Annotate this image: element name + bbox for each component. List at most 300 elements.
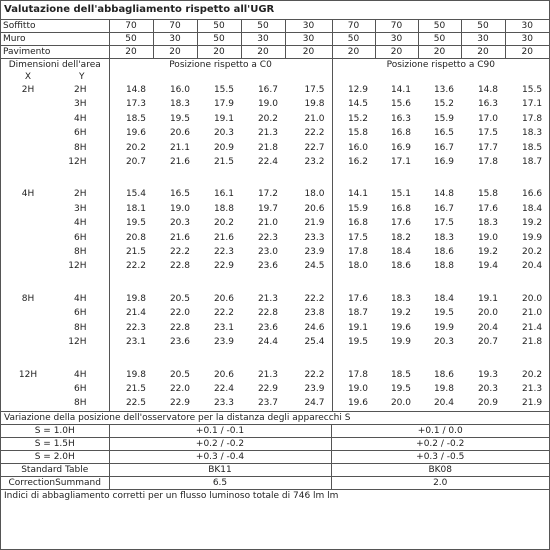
table-row bbox=[1, 97, 549, 111]
y-dimension: 2H bbox=[55, 83, 109, 97]
ugr-c0-value: 21.6 bbox=[169, 157, 190, 168]
ugr-c0-value: 22.9 bbox=[169, 398, 190, 409]
reflectance-value: 70 bbox=[109, 20, 153, 33]
ugr-c0-value: 22.9 bbox=[213, 261, 234, 272]
ugr-c0-value: 22.3 bbox=[213, 247, 234, 258]
table-row bbox=[1, 83, 549, 97]
ugr-c0-value: 20.6 bbox=[285, 202, 332, 216]
table-row bbox=[1, 155, 549, 169]
x-label: X bbox=[24, 72, 32, 82]
spacing-label: S = 1.0H bbox=[1, 425, 109, 438]
ugr-c0-value: 20.2 bbox=[257, 113, 278, 124]
ugr-c0-value: 19.8 bbox=[285, 97, 332, 111]
ugr-data-table bbox=[1, 59, 549, 411]
reflectance-value: 50 bbox=[418, 20, 461, 33]
ugr-c90-value: 19.5 bbox=[347, 337, 368, 348]
ugr-c90-value: 17.1 bbox=[390, 157, 411, 168]
ugr-c0-value: 19.7 bbox=[257, 203, 278, 214]
y-dimension: 4H bbox=[55, 112, 109, 126]
ugr-c0-value: 23.9 bbox=[213, 337, 234, 348]
ugr-c90-value: 18.6 bbox=[390, 261, 411, 272]
variation-c90: +0.1 / 0.0 bbox=[331, 425, 549, 438]
reflectance-value: 30 bbox=[285, 20, 332, 33]
ugr-c90-value: 20.9 bbox=[477, 398, 498, 409]
y-dimension: 6H bbox=[55, 126, 109, 140]
ugr-c90-value: 17.6 bbox=[347, 293, 368, 304]
xy-header-row bbox=[1, 71, 549, 83]
ugr-c90-value: 19.0 bbox=[347, 383, 368, 394]
table-row bbox=[1, 292, 549, 306]
ugr-c0-value: 22.0 bbox=[169, 383, 190, 394]
ugr-c0-value: 22.2 bbox=[169, 247, 190, 258]
ugr-c90-value: 20.7 bbox=[477, 337, 498, 348]
ugr-c90-value: 17.8 bbox=[347, 247, 368, 258]
ugr-c90-value: 18.4 bbox=[390, 247, 411, 258]
ugr-c0-value: 16.0 bbox=[169, 85, 190, 95]
ugr-c0-value: 23.3 bbox=[285, 231, 332, 245]
x-dimension bbox=[1, 202, 55, 216]
ugr-c0-value: 22.8 bbox=[169, 261, 190, 272]
table-row bbox=[1, 126, 549, 140]
table-row bbox=[1, 216, 549, 230]
ugr-c90-value: 14.5 bbox=[347, 99, 368, 110]
y-dimension: 6H bbox=[55, 306, 109, 320]
ugr-c90-value: 16.3 bbox=[390, 113, 411, 124]
reflectance-value: 50 bbox=[197, 33, 241, 46]
table-row bbox=[1, 245, 549, 259]
ugr-c0-value: 22.8 bbox=[169, 322, 190, 333]
variation-row bbox=[1, 437, 549, 450]
ugr-c90-value: 16.0 bbox=[347, 142, 368, 153]
ugr-c90-value: 19.2 bbox=[522, 218, 543, 229]
ugr-c90-value: 16.9 bbox=[390, 142, 411, 153]
ugr-c0-value: 19.8 bbox=[125, 293, 146, 304]
correction-row-c90: 2.0 bbox=[331, 476, 549, 489]
ugr-c90-value: 19.6 bbox=[390, 322, 411, 333]
ugr-c90-value: 16.5 bbox=[433, 128, 454, 139]
reflectance-value: 30 bbox=[461, 33, 505, 46]
reflectance-value: 50 bbox=[197, 20, 241, 33]
dimension-header-row bbox=[1, 59, 549, 71]
surface-row bbox=[1, 33, 549, 46]
standard-table-row-c0: BK11 bbox=[109, 463, 331, 476]
ugr-c0-value: 19.0 bbox=[257, 99, 278, 110]
ugr-c0-value: 20.2 bbox=[125, 142, 146, 153]
table-row bbox=[1, 382, 549, 396]
ugr-c0-value: 23.6 bbox=[257, 322, 278, 333]
ugr-c0-value: 22.4 bbox=[257, 157, 278, 168]
x-dimension bbox=[1, 259, 55, 273]
ugr-c90-value: 16.8 bbox=[390, 203, 411, 214]
correction-row-c0: 6.5 bbox=[109, 476, 331, 489]
ugr-c0-value: 24.6 bbox=[285, 321, 332, 335]
ugr-c90-value: 14.1 bbox=[390, 85, 411, 95]
table-row bbox=[1, 141, 549, 155]
ugr-c0-value: 22.9 bbox=[257, 383, 278, 394]
spacing-label: S = 2.0H bbox=[1, 450, 109, 463]
ugr-c0-value: 19.5 bbox=[169, 113, 190, 124]
ugr-c90-value: 18.4 bbox=[522, 203, 543, 214]
ugr-c90-value: 17.5 bbox=[433, 218, 454, 229]
reflectance-value: 20 bbox=[505, 46, 549, 59]
variation-c90: +0.2 / -0.2 bbox=[331, 437, 549, 450]
ugr-c90-value: 15.5 bbox=[522, 85, 543, 95]
ugr-c0-value: 21.6 bbox=[213, 232, 234, 243]
ugr-c0-value: 22.3 bbox=[125, 322, 146, 333]
ugr-c0-value: 19.6 bbox=[125, 128, 146, 139]
table-row bbox=[1, 306, 549, 320]
ugr-c90-value: 20.2 bbox=[522, 247, 543, 258]
ugr-c0-value: 20.8 bbox=[125, 232, 146, 243]
ugr-c0-value: 21.0 bbox=[285, 112, 332, 126]
y-dimension: 4H bbox=[55, 292, 109, 306]
reflectance-value: 50 bbox=[241, 20, 285, 33]
ugr-c90-value: 17.6 bbox=[477, 203, 498, 214]
reflectance-value: 20 bbox=[153, 46, 197, 59]
ugr-c90-value: 21.8 bbox=[522, 337, 543, 348]
ugr-c0-value: 21.5 bbox=[125, 247, 146, 258]
ugr-c90-value: 17.5 bbox=[477, 128, 498, 139]
y-dimension: 4H bbox=[55, 216, 109, 230]
ugr-c0-value: 23.9 bbox=[285, 245, 332, 259]
table-row bbox=[1, 259, 549, 273]
x-dimension bbox=[1, 216, 55, 230]
ugr-c0-value: 21.5 bbox=[125, 383, 146, 394]
ugr-c0-value: 22.4 bbox=[213, 383, 234, 394]
ugr-c90-value: 14.1 bbox=[347, 189, 368, 200]
surface-header-table bbox=[1, 20, 549, 59]
x-dimension: 8H bbox=[21, 293, 35, 304]
y-dimension: 4H bbox=[55, 368, 109, 382]
x-dimension bbox=[1, 126, 55, 140]
group-gap bbox=[1, 274, 549, 292]
ugr-c90-value: 21.0 bbox=[522, 308, 543, 319]
ugr-c0-value: 21.9 bbox=[285, 216, 332, 230]
ugr-c0-value: 21.3 bbox=[257, 128, 278, 139]
ugr-c0-value: 19.0 bbox=[169, 203, 190, 214]
ugr-c90-value: 18.4 bbox=[433, 293, 454, 304]
reflectance-value: 20 bbox=[332, 46, 375, 59]
ugr-c90-value: 20.0 bbox=[390, 398, 411, 409]
x-dimension: 4H bbox=[21, 189, 35, 200]
ugr-c0-value: 22.2 bbox=[285, 368, 332, 382]
reflectance-value: 30 bbox=[285, 33, 332, 46]
ugr-c0-value: 25.4 bbox=[285, 335, 332, 349]
ugr-c90-value: 20.4 bbox=[477, 322, 498, 333]
ugr-c90-value: 21.4 bbox=[522, 322, 543, 333]
ugr-c0-value: 23.2 bbox=[285, 155, 332, 169]
ugr-c90-value: 14.8 bbox=[433, 189, 454, 200]
ugr-c0-value: 24.4 bbox=[257, 337, 278, 348]
ugr-c90-value: 18.3 bbox=[522, 128, 543, 139]
ugr-c90-value: 20.3 bbox=[477, 383, 498, 394]
reflectance-value: 20 bbox=[418, 46, 461, 59]
x-dimension bbox=[1, 231, 55, 245]
ugr-c0-value: 20.9 bbox=[213, 142, 234, 153]
ugr-c0-value: 20.2 bbox=[213, 218, 234, 229]
ugr-c0-value: 23.3 bbox=[213, 398, 234, 409]
y-dimension: 3H bbox=[55, 202, 109, 216]
table-row bbox=[1, 231, 549, 245]
group-gap bbox=[1, 169, 549, 187]
y-dimension: 12H bbox=[55, 155, 109, 169]
ugr-c90-value: 16.8 bbox=[347, 218, 368, 229]
y-dimension: 2H bbox=[55, 187, 109, 201]
spacing-label: S = 1.5H bbox=[1, 437, 109, 450]
ugr-c90-value: 13.6 bbox=[433, 85, 454, 95]
variation-c0: +0.3 / -0.4 bbox=[109, 450, 331, 463]
ugr-c0-value: 14.8 bbox=[125, 85, 146, 95]
y-dimension: 12H bbox=[55, 335, 109, 349]
reflectance-value: 30 bbox=[241, 33, 285, 46]
x-dimension bbox=[1, 97, 55, 111]
ugr-c0-value: 18.3 bbox=[169, 99, 190, 110]
variation-row bbox=[1, 450, 549, 463]
ugr-c90-value: 17.1 bbox=[522, 99, 543, 110]
correction-row bbox=[1, 476, 549, 489]
standard-table-row bbox=[1, 463, 549, 476]
reflectance-value: 30 bbox=[505, 20, 549, 33]
ugr-c0-value: 20.7 bbox=[125, 157, 146, 168]
ugr-c90-value: 21.3 bbox=[522, 383, 543, 394]
table-row bbox=[1, 202, 549, 216]
ugr-c0-value: 21.3 bbox=[257, 293, 278, 304]
ugr-c0-value: 23.1 bbox=[213, 322, 234, 333]
ugr-c90-value: 19.0 bbox=[477, 232, 498, 243]
ugr-c90-value: 14.8 bbox=[477, 85, 498, 95]
reflectance-value: 50 bbox=[461, 20, 505, 33]
reflectance-value: 30 bbox=[375, 33, 418, 46]
ugr-c0-value: 22.5 bbox=[125, 398, 146, 409]
ugr-c0-value: 21.3 bbox=[257, 369, 278, 380]
dimension-label: Dimensioni dell'area bbox=[1, 59, 109, 71]
table-row bbox=[1, 368, 549, 382]
c90-label: Posizione rispetto a C90 bbox=[386, 60, 495, 70]
ugr-c90-value: 15.8 bbox=[477, 189, 498, 200]
reflectance-value: 20 bbox=[109, 46, 153, 59]
ugr-c90-value: 19.5 bbox=[390, 383, 411, 394]
ugr-c0-value: 21.0 bbox=[257, 218, 278, 229]
ugr-c0-value: 20.5 bbox=[169, 293, 190, 304]
table-row bbox=[1, 321, 549, 335]
ugr-c0-value: 20.6 bbox=[169, 128, 190, 139]
ugr-c0-value: 20.5 bbox=[169, 369, 190, 380]
reflectance-value: 30 bbox=[505, 33, 549, 46]
ugr-c90-value: 16.8 bbox=[390, 128, 411, 139]
y-dimension: 12H bbox=[55, 259, 109, 273]
ugr-c0-value: 20.3 bbox=[213, 128, 234, 139]
ugr-c0-value: 21.4 bbox=[125, 308, 146, 319]
y-dimension: 8H bbox=[55, 245, 109, 259]
ugr-c90-value: 19.3 bbox=[477, 369, 498, 380]
y-dimension: 3H bbox=[55, 97, 109, 111]
x-dimension: 12H bbox=[18, 369, 38, 380]
reflectance-value: 50 bbox=[109, 33, 153, 46]
ugr-c90-value: 16.3 bbox=[477, 99, 498, 110]
x-dimension bbox=[1, 321, 55, 335]
ugr-c90-value: 18.7 bbox=[347, 308, 368, 319]
table-row bbox=[1, 112, 549, 126]
ugr-c90-value: 17.6 bbox=[390, 218, 411, 229]
ugr-c0-value: 15.5 bbox=[213, 85, 234, 95]
ugr-c0-value: 22.7 bbox=[285, 141, 332, 155]
y-label: Y bbox=[55, 71, 109, 83]
ugr-c90-value: 20.4 bbox=[522, 261, 543, 272]
x-dimension bbox=[1, 382, 55, 396]
table-row bbox=[1, 335, 549, 349]
variation-table bbox=[1, 425, 549, 490]
ugr-c90-value: 19.6 bbox=[347, 398, 368, 409]
ugr-c0-value: 18.1 bbox=[125, 203, 146, 214]
reflectance-value: 70 bbox=[153, 20, 197, 33]
ugr-c90-value: 19.4 bbox=[477, 261, 498, 272]
ugr-c90-value: 15.1 bbox=[390, 189, 411, 200]
ugr-c90-value: 12.9 bbox=[347, 85, 368, 95]
ugr-c0-value: 22.2 bbox=[213, 308, 234, 319]
ugr-c0-value: 23.1 bbox=[125, 337, 146, 348]
ugr-c90-value: 17.8 bbox=[347, 369, 368, 380]
reflectance-value: 70 bbox=[375, 20, 418, 33]
ugr-c90-value: 19.5 bbox=[433, 308, 454, 319]
ugr-c0-value: 18.5 bbox=[125, 113, 146, 124]
footnote: Indici di abbagliamento corretti per un flusso luminoso totale di 746 lm lm bbox=[4, 490, 339, 501]
ugr-c90-value: 16.7 bbox=[433, 203, 454, 214]
ugr-c0-value: 21.6 bbox=[169, 232, 190, 243]
y-dimension: 8H bbox=[55, 141, 109, 155]
ugr-c0-value: 18.8 bbox=[213, 203, 234, 214]
ugr-c0-value: 23.0 bbox=[257, 247, 278, 258]
ugr-c0-value: 17.3 bbox=[125, 99, 146, 110]
ugr-c90-value: 20.0 bbox=[522, 293, 543, 304]
variation-c0: +0.2 / -0.2 bbox=[109, 437, 331, 450]
group-gap bbox=[1, 350, 549, 368]
table-row bbox=[1, 396, 549, 410]
ugr-c0-value: 20.6 bbox=[213, 369, 234, 380]
ugr-c90-value: 20.2 bbox=[522, 369, 543, 380]
ugr-c90-value: 16.6 bbox=[522, 189, 543, 200]
ugr-c90-value: 19.2 bbox=[390, 308, 411, 319]
surface-label: Muro bbox=[1, 33, 109, 46]
ugr-c0-value: 23.6 bbox=[257, 261, 278, 272]
ugr-c90-value: 18.8 bbox=[433, 261, 454, 272]
ugr-c90-value: 18.0 bbox=[347, 261, 368, 272]
x-dimension bbox=[1, 141, 55, 155]
ugr-c90-value: 19.8 bbox=[433, 383, 454, 394]
reflectance-value: 20 bbox=[285, 46, 332, 59]
variation-title: Variazione della posizione dell'osservatore per la distanza degli apparecchi S bbox=[1, 411, 549, 425]
ugr-c0-value: 21.8 bbox=[257, 142, 278, 153]
reflectance-value: 20 bbox=[241, 46, 285, 59]
x-dimension bbox=[1, 155, 55, 169]
standard-table-row-c90: BK08 bbox=[331, 463, 549, 476]
x-dimension bbox=[1, 335, 55, 349]
ugr-c0-value: 23.8 bbox=[285, 306, 332, 320]
ugr-c0-value: 21.5 bbox=[213, 157, 234, 168]
y-dimension: 6H bbox=[55, 382, 109, 396]
table-row bbox=[1, 187, 549, 201]
ugr-c0-value: 21.1 bbox=[169, 142, 190, 153]
reflectance-value: 30 bbox=[153, 33, 197, 46]
ugr-c0-value: 19.1 bbox=[213, 113, 234, 124]
c0-label: Posizione rispetto a C0 bbox=[109, 59, 332, 71]
reflectance-value: 20 bbox=[461, 46, 505, 59]
ugr-c0-value: 18.0 bbox=[285, 187, 332, 201]
ugr-c90-value: 17.8 bbox=[522, 113, 543, 124]
x-dimension bbox=[1, 245, 55, 259]
ugr-c0-value: 19.8 bbox=[125, 369, 146, 380]
ugr-c0-value: 24.5 bbox=[285, 259, 332, 273]
ugr-c0-value: 17.9 bbox=[213, 99, 234, 110]
standard-table-row-label: Standard Table bbox=[1, 463, 109, 476]
reflectance-value: 20 bbox=[197, 46, 241, 59]
ugr-c90-value: 15.2 bbox=[347, 113, 368, 124]
ugr-c0-value: 23.6 bbox=[169, 337, 190, 348]
variation-c90: +0.3 / -0.5 bbox=[331, 450, 549, 463]
surface-label: Soffitto bbox=[1, 20, 109, 33]
ugr-c90-value: 19.9 bbox=[390, 337, 411, 348]
ugr-c0-value: 16.7 bbox=[257, 85, 278, 95]
ugr-c0-value: 16.5 bbox=[169, 189, 190, 200]
ugr-c90-value: 18.3 bbox=[390, 293, 411, 304]
ugr-c90-value: 16.7 bbox=[433, 142, 454, 153]
ugr-c0-value: 17.5 bbox=[285, 83, 332, 97]
ugr-c90-value: 18.3 bbox=[477, 218, 498, 229]
y-dimension: 8H bbox=[55, 321, 109, 335]
surface-row bbox=[1, 46, 549, 59]
ugr-c0-value: 23.7 bbox=[257, 398, 278, 409]
ugr-c90-value: 17.7 bbox=[477, 142, 498, 153]
ugr-c90-value: 20.3 bbox=[433, 337, 454, 348]
ugr-c90-value: 19.1 bbox=[477, 293, 498, 304]
sheet-title: Valutazione dell'abbagliamento rispetto all'UGR bbox=[1, 1, 549, 20]
y-dimension: 6H bbox=[55, 231, 109, 245]
ugr-c90-value: 18.3 bbox=[433, 232, 454, 243]
ugr-c90-value: 16.2 bbox=[347, 157, 368, 168]
ugr-c0-value: 20.3 bbox=[169, 218, 190, 229]
x-dimension bbox=[1, 112, 55, 126]
ugr-c90-value: 15.9 bbox=[433, 113, 454, 124]
variation-row bbox=[1, 425, 549, 438]
x-dimension: 2H bbox=[21, 85, 35, 95]
ugr-c90-value: 15.2 bbox=[433, 99, 454, 110]
ugr-c90-value: 18.5 bbox=[522, 142, 543, 153]
ugr-c90-value: 20.4 bbox=[433, 398, 454, 409]
ugr-c90-value: 19.9 bbox=[522, 232, 543, 243]
ugr-c90-value: 15.9 bbox=[347, 203, 368, 214]
ugr-c0-value: 22.3 bbox=[257, 232, 278, 243]
ugr-c90-value: 17.8 bbox=[477, 157, 498, 168]
reflectance-value: 50 bbox=[418, 33, 461, 46]
ugr-c0-value: 23.9 bbox=[285, 382, 332, 396]
ugr-c0-value: 20.6 bbox=[213, 293, 234, 304]
y-dimension: 8H bbox=[55, 396, 109, 410]
ugr-c90-value: 18.2 bbox=[390, 232, 411, 243]
ugr-c0-value: 22.2 bbox=[125, 261, 146, 272]
ugr-c90-value: 15.8 bbox=[347, 128, 368, 139]
ugr-c90-value: 21.9 bbox=[522, 398, 543, 409]
ugr-c90-value: 18.6 bbox=[433, 369, 454, 380]
ugr-c90-value: 18.5 bbox=[390, 369, 411, 380]
ugr-c0-value: 22.0 bbox=[169, 308, 190, 319]
correction-row-label: CorrectionSummand bbox=[1, 476, 109, 489]
ugr-c0-value: 22.2 bbox=[285, 292, 332, 306]
ugr-c0-value: 16.1 bbox=[213, 189, 234, 200]
ugr-c90-value: 18.7 bbox=[522, 157, 543, 168]
x-dimension bbox=[1, 396, 55, 410]
ugr-c0-value: 22.2 bbox=[285, 126, 332, 140]
ugr-c90-value: 17.5 bbox=[347, 232, 368, 243]
surface-row bbox=[1, 20, 549, 33]
